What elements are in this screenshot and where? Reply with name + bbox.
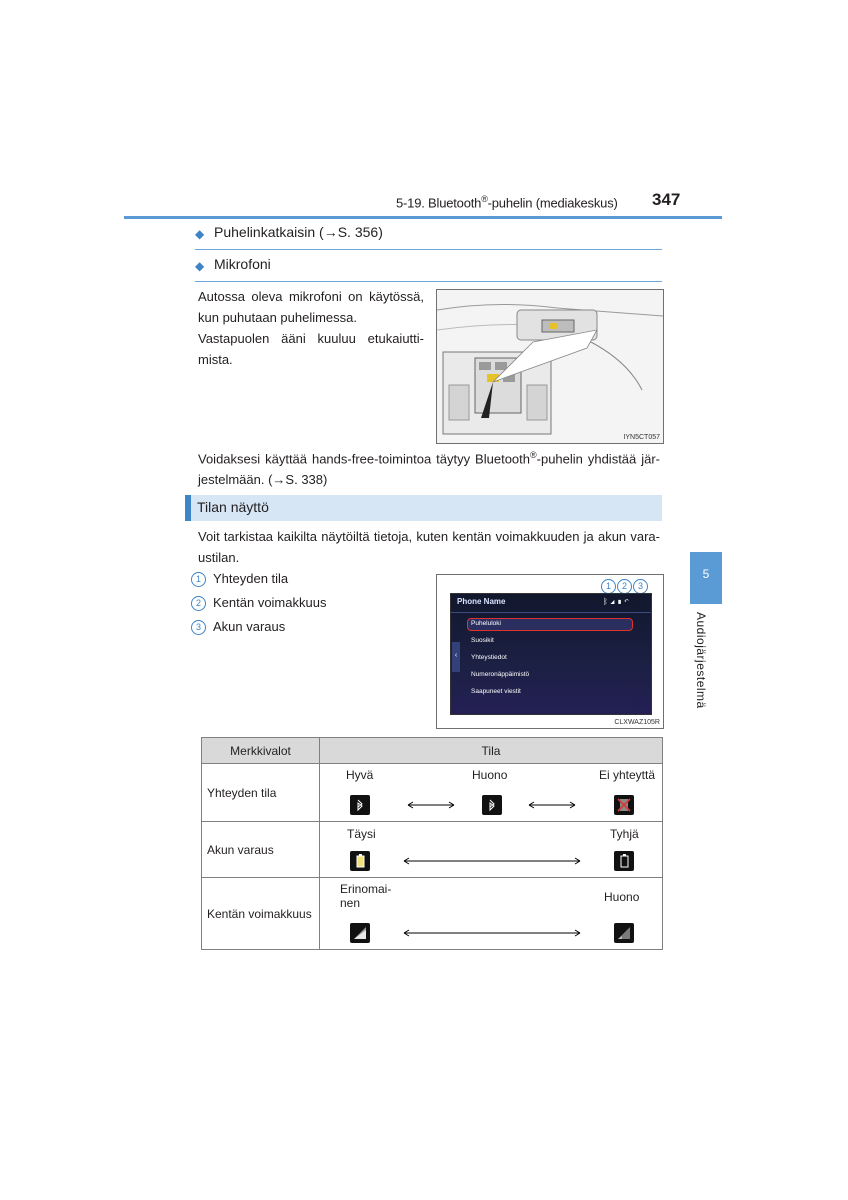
callout-3: 3 <box>633 579 648 594</box>
battery-full-icon <box>350 851 370 871</box>
row-label: Akun varaus <box>202 822 320 878</box>
battery-icon: ▮ <box>617 597 622 606</box>
registered-mark: ® <box>530 450 537 460</box>
phone-screen <box>450 593 652 715</box>
header-title-post: -puhelin (mediakeskus) <box>487 195 618 211</box>
table-header-status: Tila <box>320 738 663 764</box>
table-row <box>202 822 663 878</box>
arrow-icon <box>402 856 582 866</box>
table-header-indicators: Merkkivalot <box>202 738 320 764</box>
state-poor-signal: Huono <box>604 890 640 904</box>
screen-title: Phone Name <box>457 597 506 606</box>
row-label: Kentän voimakkuus <box>202 878 320 950</box>
back-icon: ↶ <box>624 597 629 606</box>
state-good: Hyvä <box>346 768 374 782</box>
subheading-puhelinkatkaisin <box>195 223 662 250</box>
figure-code: IYN5CT057 <box>623 434 660 441</box>
arrow-icon <box>527 800 577 810</box>
battery-empty-icon <box>614 851 634 871</box>
header-title-pre: 5-19. Bluetooth <box>396 195 482 211</box>
subheading-text: Puhelinkatkaisin (→S. 356) <box>214 224 383 240</box>
list-item-label: Kentän voimakkuus <box>213 595 327 610</box>
bluetooth-icon: ᛒ <box>603 597 608 606</box>
registered-mark: ® <box>481 194 488 204</box>
diamond-icon: ◆ <box>195 227 205 241</box>
phone-screen-figure <box>436 574 664 729</box>
section-title: Tilan näyttö <box>197 499 269 515</box>
arrow-icon <box>402 928 582 938</box>
chapter-tab <box>690 552 722 604</box>
state-none: Ei yhteyttä <box>599 768 656 782</box>
callout-2: 2 <box>617 579 632 594</box>
arrow-icon <box>406 800 456 810</box>
figure-code: CLXWAZ105R <box>614 719 660 726</box>
bluetooth-icon <box>482 795 502 815</box>
state-poor: Huono <box>472 768 508 782</box>
side-scroll-tab: ‹ <box>452 642 460 672</box>
list-item <box>191 619 285 635</box>
status-indicator-table <box>201 737 663 950</box>
row-states <box>320 764 663 822</box>
signal-weak-icon <box>614 923 634 943</box>
list-item-label: Yhteyden tila <box>213 571 289 586</box>
header-rule <box>124 216 722 219</box>
table-row <box>202 878 663 950</box>
number-circle: 1 <box>191 572 206 587</box>
table-row <box>202 764 663 822</box>
state-excellent: Erinomai-nen <box>340 882 392 910</box>
handsfree-post: -puhelin yhdistää jär-jestelmään. (→S. 338) <box>198 451 660 488</box>
list-item-label: Akun varaus <box>213 619 286 634</box>
row-label: Yhteyden tila <box>202 764 320 822</box>
diamond-icon: ◆ <box>195 259 205 273</box>
microphone-paragraph-1: Autossa oleva mikrofoni on käytössä, kun puhutaan puhelimessa. <box>198 289 424 325</box>
section-bar-edge <box>185 495 191 521</box>
microphone-paragraph-2: Vastapuolen ääni kuuluu etukaiutti-mista. <box>198 331 424 367</box>
chapter-label: Audiojärjestelmä <box>694 612 708 709</box>
section-heading-bar <box>185 495 662 521</box>
microphone-location-figure <box>436 289 664 444</box>
menu-item-puheluloki[interactable]: Puheluloki <box>471 620 501 627</box>
handsfree-paragraph <box>198 445 660 490</box>
overhead-console-illustration <box>437 290 663 443</box>
subheading-mikrofoni <box>195 255 662 282</box>
number-circle: 2 <box>191 596 206 611</box>
section-intro: Voit tarkistaa kaikilta näytöiltä tietoja, kuten kentän voimakkuuden ja akun vara-ustilan. <box>198 529 660 565</box>
callout-numbers <box>601 579 648 594</box>
signal-strength-icon: ◢ <box>610 597 615 606</box>
state-full: Täysi <box>347 827 376 841</box>
menu-item-yhteystiedot[interactable]: Yhteystiedot <box>471 654 507 661</box>
list-item <box>191 595 326 611</box>
menu-item-numeronappaimisto[interactable]: Numeronäppäimistö <box>471 671 530 678</box>
page-number: 347 <box>652 190 681 209</box>
bluetooth-disconnected-icon <box>614 795 634 815</box>
running-header <box>396 194 618 210</box>
callout-1: 1 <box>601 579 616 594</box>
handsfree-pre: Voidaksesi käyttää hands-free-toimintoa täytyy Bluetooth <box>198 451 530 467</box>
number-circle: 3 <box>191 620 206 635</box>
row-states <box>320 822 663 878</box>
chapter-number: 5 <box>702 567 710 581</box>
status-icons <box>603 597 629 606</box>
row-states <box>320 878 663 950</box>
subheading-text: Mikrofoni <box>214 256 271 272</box>
menu-item-saapuneet-viestit[interactable]: Saapuneet viestit <box>471 688 521 695</box>
bluetooth-icon <box>350 795 370 815</box>
menu-item-suosikit[interactable]: Suosikit <box>471 637 494 644</box>
table-header-row <box>202 738 663 764</box>
state-empty: Tyhjä <box>610 827 639 841</box>
list-item <box>191 571 288 587</box>
signal-strength-icon <box>350 923 370 943</box>
